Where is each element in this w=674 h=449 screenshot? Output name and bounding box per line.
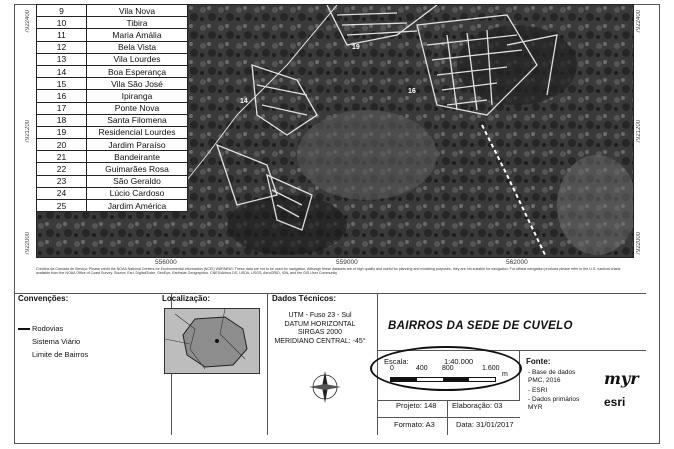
x-tick-label: 562000 — [506, 259, 528, 266]
bairro-number: 25 — [37, 200, 87, 212]
bairro-number: 12 — [37, 41, 87, 53]
bairro-number: 20 — [37, 139, 87, 151]
bairro-row — [37, 200, 188, 212]
north-arrow-icon — [308, 370, 342, 404]
bairro-row — [37, 139, 188, 151]
bairro-name: Ponte Nova — [87, 102, 188, 114]
bairro-row — [37, 5, 188, 17]
bairro-name: Lúcio Cardoso — [87, 187, 188, 199]
title-box — [378, 293, 646, 351]
bairro-row — [37, 151, 188, 163]
bairro-row — [37, 175, 188, 187]
localizacao-title: Localização: — [162, 294, 211, 303]
bairro-name: Vila São José — [87, 78, 188, 90]
projection-line: DATUM HORIZONTAL — [284, 320, 356, 328]
bairro-name: Jardim América — [87, 200, 188, 212]
fonte-item: - Dados primários MYR — [528, 396, 580, 411]
imagery-credits: Créditos da Camada de Serviço: Please credit the NOAA National Centers for Environmental Information (NCEI) WARNING: These data are not to be used for navigation. Although these datasets are of high quality and useful for planning and modeling purposes, they are not suitable for navigation. For official navigation products please refer to the U.S. nautical charts available from the NOAA Office of Coast Survey. Source: Esri, DigitalGlobe, GeoEye, Earthstar Geographics, CNES/Airbus DS, USDA, USGS, AeroGRID, IGN, and the GIS User Community — [36, 267, 621, 276]
bairro-name: Boa Esperança — [87, 65, 188, 77]
y-tick-label: 7922400 — [636, 10, 642, 34]
bairro-number: 13 — [37, 53, 87, 65]
bairro-row — [37, 90, 188, 102]
y-tick-label: 7922000 — [636, 232, 642, 256]
scale-value: 1:40.000 — [444, 357, 474, 366]
bairro-number: 16 — [37, 90, 87, 102]
bairro-name: Residencial Lourdes — [87, 126, 188, 138]
bairro-row — [37, 17, 188, 29]
divider — [447, 401, 448, 435]
bairro-row — [37, 163, 188, 175]
bairro-name: Guimarães Rosa — [87, 163, 188, 175]
map-title: BAIRROS DA SEDE DE CUVELO — [388, 320, 573, 332]
bairro-number: 18 — [37, 114, 87, 126]
convencoes-title: Convenções: — [18, 294, 69, 303]
x-tick-label: 559000 — [336, 259, 358, 266]
bairro-row — [37, 187, 188, 199]
convencoes-panel — [14, 293, 172, 435]
bairro-number: 24 — [37, 187, 87, 199]
bairro-number: 23 — [37, 175, 87, 187]
y-tick-label: 7922000 — [25, 232, 31, 256]
elaboracao-number: Elaboração: 03 — [452, 401, 503, 410]
bairro-name: Santa Filomena — [87, 114, 188, 126]
map-label-bairro: 14 — [240, 98, 248, 105]
location-inset-map — [164, 308, 260, 374]
bairro-row — [37, 65, 188, 77]
scale-tick: 0 — [390, 365, 394, 372]
legend-rodovias: Rodovias — [32, 324, 64, 333]
fonte-panel — [520, 351, 646, 435]
bairro-row — [37, 78, 188, 90]
scale-unit: m — [502, 371, 508, 378]
projection-line: UTM - Fuso 23 - Sul — [288, 312, 352, 319]
bairro-row — [37, 102, 188, 114]
bairro-name: São Geraldo — [87, 175, 188, 187]
bairro-row — [37, 126, 188, 138]
legend-sistema-viario: Sistema Viário — [32, 337, 81, 346]
bairro-row — [37, 29, 188, 41]
projection-line: SIRGAS 2000 — [298, 329, 342, 336]
bairro-number: 22 — [37, 163, 87, 175]
bairro-number: 15 — [37, 78, 87, 90]
y-tick-label: 7921200 — [25, 120, 31, 144]
myr-logo: myr — [604, 369, 639, 388]
dados-tecnicos-panel — [268, 293, 378, 435]
bairro-name: Bela Vista — [87, 41, 188, 53]
bairro-name: Bandeirante — [87, 151, 188, 163]
scale-label: Escala: — [384, 357, 409, 366]
bairro-name: Vila Nova — [87, 5, 188, 17]
y-tick-label: 7921200 — [636, 120, 642, 144]
bairro-name: Maria Amália — [87, 29, 188, 41]
legend-limite-bairros: Limite de Bairros — [32, 350, 89, 359]
bairros-legend-table — [36, 4, 188, 212]
scale-tick: 800 — [442, 365, 454, 372]
bairro-row — [37, 114, 188, 126]
bairro-number: 11 — [37, 29, 87, 41]
divider — [378, 417, 520, 418]
scale-tick: 1.600 — [482, 365, 500, 372]
bairro-name: Tibira — [87, 17, 188, 29]
data-date: Data: 31/01/2017 — [456, 420, 514, 429]
bairro-name: Ipiranga — [87, 90, 188, 102]
bairro-number: 17 — [37, 102, 87, 114]
bairro-name: Jardim Paraíso — [87, 139, 188, 151]
scale-highlight-ellipse — [370, 346, 522, 391]
projection-line: MERIDIANO CENTRAL: -45° — [274, 337, 366, 345]
localizacao-panel — [158, 293, 268, 435]
dados-tecnicos-title: Dados Técnicos: — [272, 294, 337, 303]
projeto-number: Projeto: 148 — [396, 401, 437, 410]
bairro-number: 10 — [37, 17, 87, 29]
esri-logo: esri — [604, 395, 626, 409]
map-label-bairro: 16 — [408, 88, 416, 95]
projection-info — [274, 312, 366, 346]
scale-tick: 400 — [416, 365, 428, 372]
bairro-row — [37, 41, 188, 53]
bairro-number: 21 — [37, 151, 87, 163]
bairro-number: 19 — [37, 126, 87, 138]
map-label-bairro: 19 — [352, 44, 360, 51]
bairro-number: 14 — [37, 65, 87, 77]
bairro-name: Vila Lourdes — [87, 53, 188, 65]
formato: Formato: A3 — [394, 420, 435, 429]
x-tick-label: 556000 — [155, 259, 177, 266]
fonte-item: - ESRI — [528, 387, 548, 394]
fonte-item: - Base de dados PMC, 2016 — [528, 369, 576, 384]
fonte-title: Fonte: — [526, 357, 551, 366]
y-tick-label: 7922400 — [25, 10, 31, 34]
road-line-symbol — [18, 328, 30, 330]
bairro-number: 9 — [37, 5, 87, 17]
bairro-row — [37, 53, 188, 65]
